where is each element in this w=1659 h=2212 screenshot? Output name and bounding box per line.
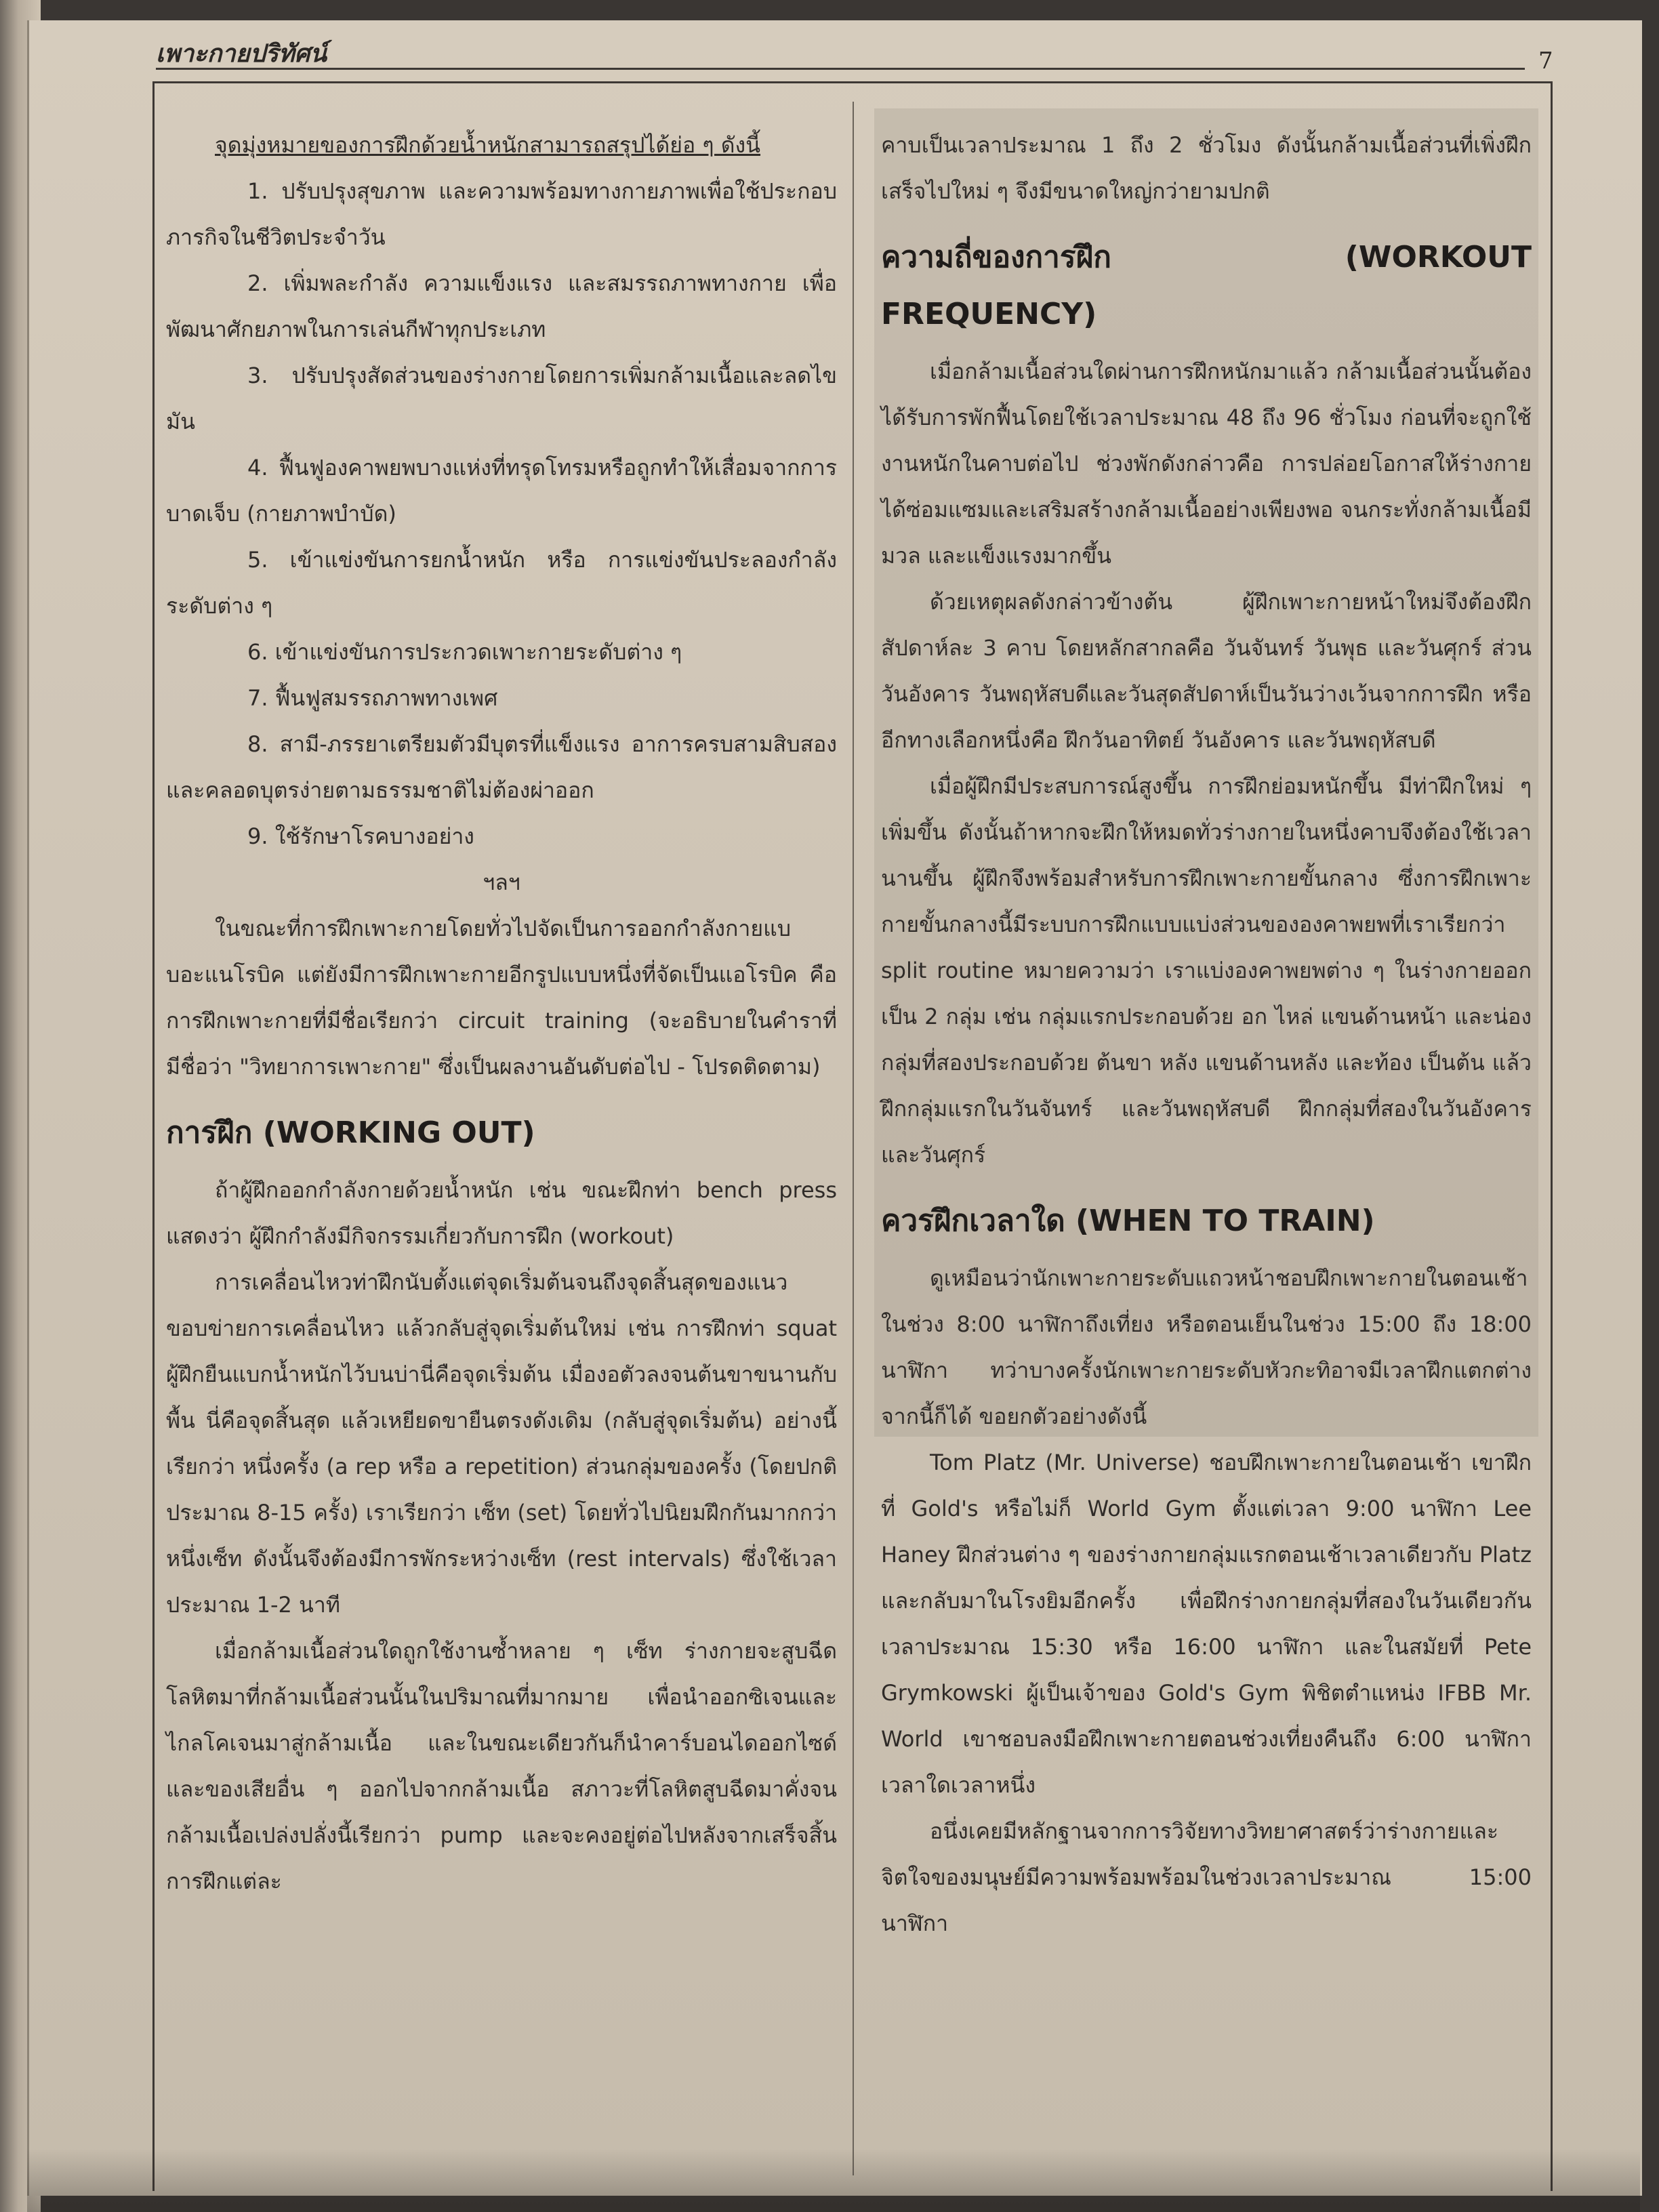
- list-item: 1. ปรับปรุงสุขภาพ และความพร้อมทางกายภาพเพื่อใช้ประกอบภารกิจในชีวิตประจำวัน: [166, 178, 837, 250]
- research-paragraph: อนึ่งเคยมีหลักฐานจากการวิจัยทางวิทยาศาสตร์ว่าร่างกายและจิตใจของมนุษย์มีความพร้อมพร้อมในช่วงเวลาประมาณ 15:00 นาฬิกา: [881, 1818, 1532, 1936]
- rep-set-paragraph: การเคลื่อนไหวท่าฝึกนับตั้งแต่จุดเริ่มต้นจนถึงจุดสิ้นสุดของแนวขอบข่ายการเคลื่อนไหว แล้วกลับสู่จุดเริ่มต้นใหม่ เช่น การฝึกท่า squat ผู้ฝึกยืนแบกน้ำหนักไว้บนบ่านี่คือจุดเริ่มต้น เมื่องอตัวลงจนต้นขาขนานกับพื้น นี่คือจุดสิ้นสุด แล้วเหยียดขายืนตรงดังเดิม (กลับสู่จุดเริ่มต้น) อย่างนี้เรียกว่า หนึ่งครั้ง (a rep หรือ a repetition) ส่วนกลุ่มของครั้ง (โดยปกติประมาณ 8-15 ครั้ง) เราเรียกว่า เซ็ท (set) โดยทั่วไปนิยมฝึกกันมากกว่าหนึ่งเซ็ท ดังนั้นจึงต้องมีการพักระหว่างเซ็ท (rest intervals) ซึ่งใช้เวลาประมาณ 1-2 นาที: [166, 1269, 837, 1618]
- running-header-title: เพาะกายปริทัศน์: [156, 39, 327, 68]
- right-column: [881, 122, 1532, 1946]
- pro-examples-paragraph: Tom Platz (Mr. Universe) ชอบฝึกเพาะกายในตอนเช้า เขาฝึกที่ Gold's หรือไม่ก็ World Gym ตั้งแต่เวลา 9:00 นาฬิกา Lee Haney ฝึกส่วนต่าง ๆ ของร่างกายกลุ่มแรกตอนเช้าเวลาเดียวกับ Platz และกลับมาในโรงยิมอีกครั้ง เพื่อฝึกร่างกายกลุ่มที่สองในวันเดียวกัน เวลาประมาณ 15:30 หรือ 16:00 นาฬิกา และในสมัยที่ Pete Grymkowski ผู้เป็นเจ้าของ Gold's Gym พิชิตตำแหน่ง IFBB Mr. World เขาชอบลงมือฝึกเพาะกายตอนช่วงเที่ยงคืนถึง 6:00 นาฬิกา เวลาใดเวลาหนึ่ง: [881, 1450, 1532, 1798]
- column-divider: [853, 102, 854, 2175]
- etc-mark: ฯลฯ: [483, 869, 520, 895]
- header-rule: [156, 68, 1525, 70]
- page-bottom-shadow: [27, 2148, 1640, 2212]
- pump-paragraph: เมื่อกล้ามเนื้อส่วนใดถูกใช้งานซ้ำหลาย ๆ เซ็ท ร่างกายจะสูบฉีดโลหิตมาที่กล้ามเนื้อส่วนนั้นในปริมาณที่มากมาย เพื่อนำออกซิเจนและไกลโคเจนมาสู่กล้ามเนื้อ และในขณะเดียวกันก็นำคาร์บอนไดออกไซด์ และของเสียอื่น ๆ ออกไปจากกล้ามเนื้อ สภาวะที่โลหิตสูบฉีดมาคั่งจนกล้ามเนื้อเปล่งปลั่งนี้เรียกว่า pump และจะคงอยู่ต่อไปหลังจากเสร็จสิ้นการฝึกแต่ละ: [166, 1638, 837, 1894]
- list-item: 6. เข้าแข่งขันการประกวดเพาะกายระดับต่าง ๆ: [247, 639, 682, 665]
- intro-paragraph: จุดมุ่งหมายของการฝึกด้วยน้ำหนักสามารถสรุปได้ย่อ ๆ ดังนี้: [215, 132, 761, 158]
- circuit-training-paragraph: ในขณะที่การฝึกเพาะกายโดยทั่วไปจัดเป็นการออกกำลังกายแบบอะแนโรบิค แต่ยังมีการฝึกเพาะกายอีกรูปแบบหนึ่งที่จัดเป็นแอโรบิค คือการฝึกเพาะกายที่มีชื่อเรียกว่า circuit training (จะอธิบายในคำราที่มีชื่อว่า "วิทยาการเพาะกาย" ซึ่งเป็นผลงานอันดับต่อไป - โปรดติดตาม): [166, 916, 837, 1080]
- training-time-paragraph: ดูเหมือนว่านักเพาะกายระดับแถวหน้าชอบฝึกเพาะกายในตอนเช้าในช่วง 8:00 นาฬิกาถึงเที่ยง หรือตอนเย็นในช่วง 15:00 ถึง 18:00 นาฬิกา ทว่าบางครั้งนักเพาะกายระดับหัวกะทิอาจมีเวลาฝึกแตกต่างจากนี้ก็ได้ ขอยกตัวอย่างดังนี้: [881, 1265, 1532, 1429]
- heading-working-out: การฝึก (WORKING OUT): [166, 1115, 535, 1150]
- continuation-paragraph: คาบเป็นเวลาประมาณ 1 ถึง 2 ชั่วโมง ดังนั้นกล้ามเนื้อส่วนที่เพิ่งฝึกเสร็จไปใหม่ ๆ จึงมีขนาดใหญ่กว่ายามปกติ: [881, 132, 1532, 204]
- list-item: 2. เพิ่มพละกำลัง ความแข็งแรง และสมรรถภาพทางกาย เพื่อพัฒนาศักยภาพในการเล่นกีฬาทุกประเภท: [166, 270, 837, 342]
- list-item: 9. ใช้รักษาโรคบางอย่าง: [247, 823, 474, 849]
- split-routine-paragraph: เมื่อผู้ฝึกมีประสบการณ์สูงขึ้น การฝึกย่อมหนักขึ้น มีท่าฝึกใหม่ ๆ เพิ่มขึ้น ดังนั้นถ้าหากจะฝึกให้หมดทั่วร่างกายในหนึ่งคาบจึงต้องใช้เวลานานขึ้น ผู้ฝึกจึงพร้อมสำหรับการฝึกเพาะกายขั้นกลาง ซึ่งการฝึกเพาะกายขั้นกลางนี้มีระบบการฝึกแบบแบ่งส่วนขององคาพยพที่เราเรียกว่า split routine หมายความว่า เราแบ่งองคาพยพต่าง ๆ ในร่างกายออกเป็น 2 กลุ่ม เช่น กลุ่มแรกประกอบด้วย อก ไหล่ แขนด้านหน้า และน่อง กลุ่มที่สองประกอบด้วย ต้นขา หลัง แขนด้านหลัง และท้อง เป็นต้น แล้วฝึกกลุ่มแรกในวันจันทร์ และวันพฤหัสบดี ฝึกกลุ่มที่สองในวันอังคาร และวันศุกร์: [881, 773, 1532, 1168]
- rest-period-paragraph: เมื่อกล้ามเนื้อส่วนใดผ่านการฝึกหนักมาแล้ว กล้ามเนื้อส่วนนั้นต้องได้รับการพักฟื้นโดยใช้เวลาประมาณ 48 ถึง 96 ชั่วโมง ก่อนที่จะถูกใช้งานหนักในคาบต่อไป ช่วงพักดังกล่าวคือ การปล่อยโอกาสให้ร่างกายได้ซ่อมแซมและเสริมสร้างกล้ามเนื้ออย่างเพียงพอ จนกระทั่งกล้ามเนื้อมีมวล และแข็งแรงมากขึ้น: [881, 359, 1532, 569]
- list-item: 4. ฟื้นฟูองคาพยพบางแห่งที่ทรุดโทรมหรือถูกทำให้เสื่อมจากการบาดเจ็บ (กายภาพบำบัด): [166, 455, 837, 527]
- list-item: 5. เข้าแข่งขันการยกน้ำหนัก หรือ การแข่งขันประลองกำลังระดับต่าง ๆ: [166, 547, 837, 619]
- list-item: 7. ฟื้นฟูสมรรถภาพทางเพศ: [247, 685, 498, 711]
- beginner-schedule-paragraph: ด้วยเหตุผลดังกล่าวข้างต้น ผู้ฝึกเพาะกายหน้าใหม่จึงต้องฝึกสัปดาห์ละ 3 คาบ โดยหลักสากลคือ วันจันทร์ วันพุธ และวันศุกร์ ส่วนวันอังคาร วันพฤหัสบดีและวันสุดสัปดาห์เป็นวันว่างเว้นจากการฝึก หรืออีกทางเลือกหนึ่งคือ ฝึกวันอาทิตย์ วันอังคาร และวันพฤหัสบดี: [881, 589, 1532, 753]
- bench-press-paragraph: ถ้าผู้ฝึกออกกำลังกายด้วยน้ำหนัก เช่น ขณะฝึกท่า bench press แสดงว่า ผู้ฝึกกำลังมีกิจกรรมเกี่ยวกับการฝึก (workout): [166, 1177, 837, 1249]
- list-item: 8. สามี-ภรรยาเตรียมตัวมีบุตรที่แข็งแรง อาการครบสามสิบสอง และคลอดบุตรง่ายตามธรรมชาติไม่ต้องผ่าออก: [166, 731, 837, 803]
- left-column: [166, 122, 837, 1904]
- heading-when-to-train: ควรฝึกเวลาใด (WHEN TO TRAIN): [881, 1204, 1375, 1238]
- heading-workout-frequency: ความถี่ของการฝึก (WORKOUT FREQUENCY): [881, 240, 1532, 331]
- page-number: 7: [1538, 47, 1553, 75]
- list-item: 3. ปรับปรุงสัดส่วนของร่างกายโดยการเพิ่มกล้ามเนื้อและลดไขมัน: [166, 363, 837, 434]
